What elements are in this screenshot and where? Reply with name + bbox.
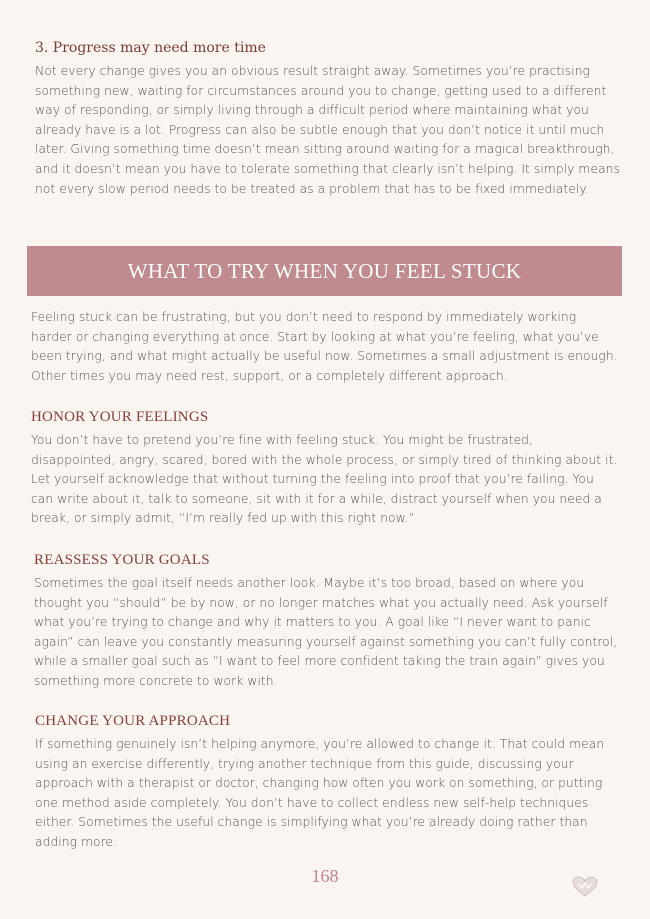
honor-section: [31, 409, 618, 529]
honor-heading: HONOR YOUR FEELINGS: [31, 409, 209, 425]
honor-paragraph: You don’t have to pretend you’re fine with feeling stuck. You might be frustrated, disappointed, angry, scared, bored with the whole process, or simply tired of thinking about it. Let yourself acknowledge that without turning the feeling into proof that you’re failing. You can write about it, talk to someone, sit with it for a while, distract yourself when you need a break, or simply admit, “I’m really fed up with this right now.”: [31, 433, 618, 526]
approach-section: [35, 713, 620, 853]
approach-paragraph: If something genuinely isn’t helping anymore, you’re allowed to change it. That could mean using an exercise differently, trying another technique from this guide, discussing your approach with a therapist or doctor, changing how often you work on something, or putting one method aside completely. You don’t have to collect endless new self-help techniques either. Sometimes the useful change is simplifying what you’re already doing rather than adding more.: [35, 737, 605, 849]
progress-section: [35, 40, 620, 199]
intro-section: [31, 308, 620, 386]
progress-paragraph: Not every change gives you an obvious result straight away. Sometimes you’re practising something new, waiting for circumstances around you to change, getting used to a different way of responding, or simply living through a difficult period where maintaining what you already have is a lot. Progress can also be subtle enough that you don’t notice it until much later. Giving something time doesn’t mean sitting around waiting for a magical breakthrough, and it doesn’t mean you have to tolerate something that clearly isn’t helping. It simply means not every slow period needs to be treated as a problem that has to be fixed immediately.: [35, 64, 620, 196]
reassess-section: [34, 552, 621, 692]
banner-title: WHAT TO TRY WHEN YOU FEEL STUCK: [127, 258, 522, 283]
heart-logo-icon: [572, 876, 598, 898]
section-banner: [27, 246, 622, 296]
reassess-heading: REASSESS YOUR GOALS: [34, 552, 210, 568]
intro-paragraph: Feeling stuck can be frustrating, but you don’t need to respond by immediately working harder or changing everything at once. Start by looking at what you’re feeling, what you’ve been trying, and what might actually be useful now. Sometimes a small adjustment is enough. Other times you may need rest, support, or a completely different approach.: [31, 310, 618, 383]
reassess-paragraph: Sometimes the goal itself needs another look. Maybe it’s too broad, based on where you thought you “should” be by now, or no longer matches what you actually need. Ask yourself what you’re trying to change and why it matters to you. A goal like “I never want to panic again” can leave you constantly measuring yourself against something you can’t fully control, while a smaller goal such as “I want to feel more confident taking the train again” gives you something more concrete to work with.: [34, 576, 618, 688]
approach-heading: CHANGE YOUR APPROACH: [35, 713, 231, 729]
progress-heading: 3. Progress may need more time: [35, 40, 266, 56]
page-number: 168: [311, 866, 339, 886]
